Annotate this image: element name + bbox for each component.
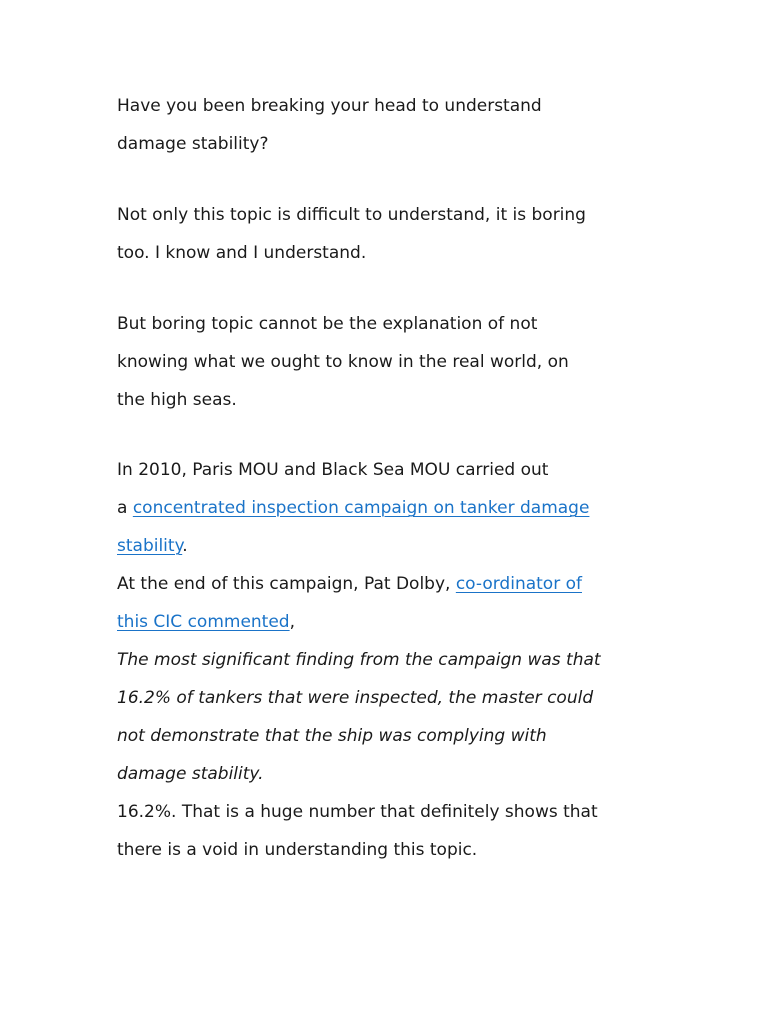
paragraph-1-line-2: damage stability? xyxy=(117,134,269,154)
paragraph-2-line-1: Not only this topic is difficult to understand, it is boring xyxy=(117,205,586,225)
paragraph-6-line-2: there is a void in understanding this topic. xyxy=(117,840,478,860)
paragraph-1-line-1: Have you been breaking your head to understand xyxy=(117,96,542,116)
coordinator-comment-link[interactable]: co-ordinator of xyxy=(455,574,582,594)
paragraph-5-prefix: At the end of this campaign, Pat Dolby, xyxy=(117,574,456,594)
paragraph-4-line-2 xyxy=(117,497,589,519)
quote-line-1: The most significant finding from the campaign was that xyxy=(117,650,601,670)
paragraph-4-line-3 xyxy=(117,535,188,557)
paragraph-4-line-1: In 2010, Paris MOU and Black Sea MOU carried out xyxy=(117,460,549,480)
paragraph-4-prefix: a xyxy=(117,498,133,518)
paragraph-2-line-2: too. I know and I understand. xyxy=(117,243,367,263)
paragraph-4-suffix: . xyxy=(182,536,188,556)
quote-line-3: not demonstrate that the ship was complying with xyxy=(117,726,547,746)
paragraph-5-line-1 xyxy=(117,573,582,595)
paragraph-3-line-2: knowing what we ought to know in the real world, on xyxy=(117,352,569,372)
cic-campaign-link-continued[interactable]: stability xyxy=(117,536,183,556)
paragraph-6-line-1: 16.2%. That is a huge number that definitely shows that xyxy=(117,802,598,822)
paragraph-3-line-3: the high seas. xyxy=(117,390,237,410)
quote-line-2: 16.2% of tankers that were inspected, the master could xyxy=(117,688,594,708)
paragraph-3-line-1: But boring topic cannot be the explanation of not xyxy=(117,314,538,334)
quote-line-4: damage stability. xyxy=(117,764,264,784)
coordinator-comment-link-continued[interactable]: this CIC commented xyxy=(117,612,290,632)
cic-campaign-link[interactable]: concentrated inspection campaign on tanker damage xyxy=(132,498,590,518)
paragraph-5-line-2 xyxy=(117,611,295,633)
paragraph-5-suffix: , xyxy=(289,612,296,632)
